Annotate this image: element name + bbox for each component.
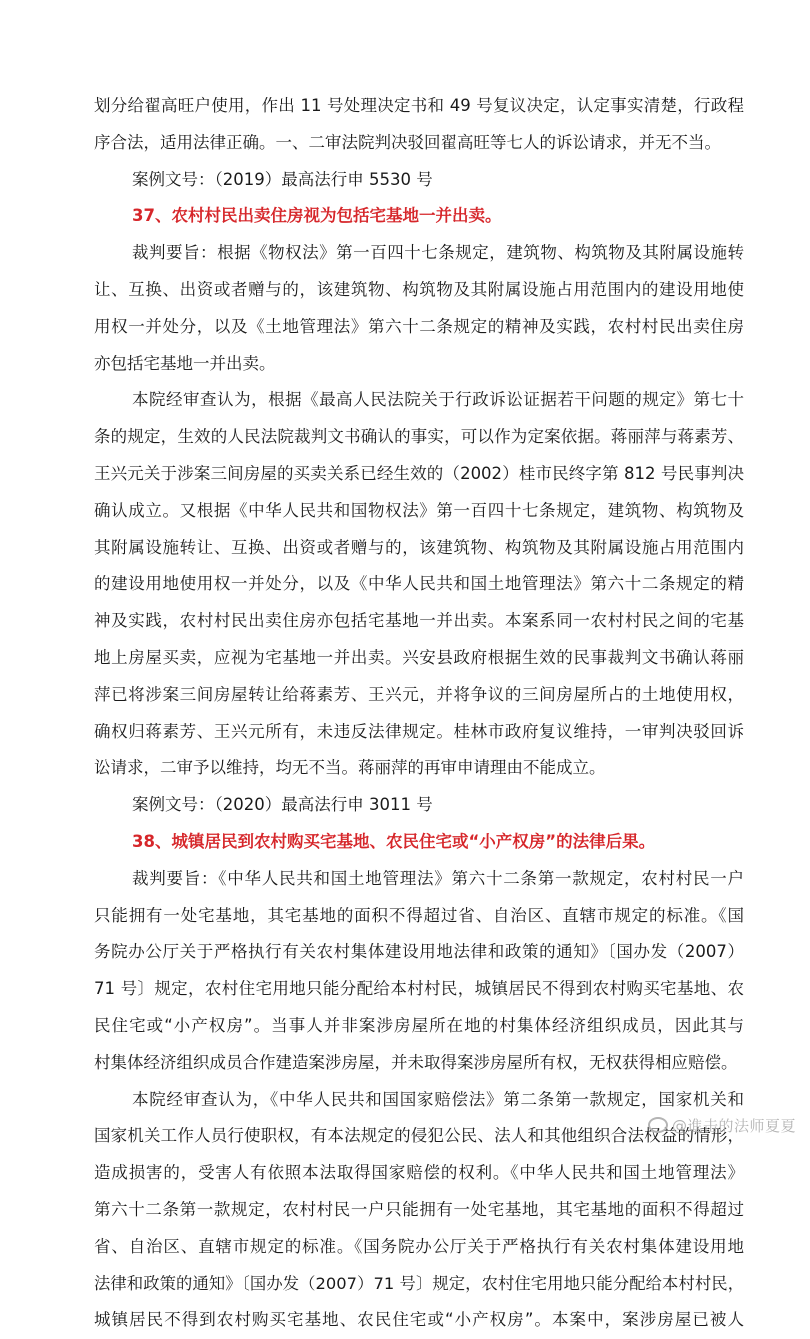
text-line: 其附属设施转让、互换、出资或者赠与的，该建筑物、构筑物及其附属设施占用范围内	[94, 537, 744, 557]
text-line: 神及实践，农村村民出卖住房亦包括宅基地一并出卖。本案系同一农村村民之间的宅基	[94, 611, 744, 631]
text-line: 确认成立。又根据《中华人民共和国物权法》第一百四十七条规定，建筑物、构筑物及	[94, 500, 744, 520]
text-line: 民住宅或“小产权房”。当事人并非案涉房屋所在地的村集体经济组织成员，因此其与	[94, 1015, 744, 1035]
text-line: 王兴元关于涉案三间房屋的买卖关系已经生效的（2002）桂市民终字第 812 号民事判决	[94, 463, 744, 483]
text-line: 萍已将涉案三间房屋转让给蒋素芳、王兴元，并将争议的三间房屋所占的土地使用权，	[94, 684, 744, 704]
text-line: 本院经审查认为，《中华人民共和国国家赔偿法》第二条第一款规定，国家机关和	[132, 1089, 744, 1109]
text-line: 务院办公厅关于严格执行有关农村集体建设用地法律和政策的通知》〔国办发（2007）	[94, 942, 744, 962]
text-line: 只能拥有一处宅基地，其宅基地的面积不得超过省、自治区、直辖市规定的标准。《国	[94, 905, 744, 925]
text-line: 城镇居民不得到农村购买宅基地、农民住宅或“小产权房”。本案中，案涉房屋已被人	[94, 1310, 744, 1330]
watermark-text: @進击的法师夏夏	[671, 1117, 796, 1135]
text-line: 让、互换、出资或者赠与的，该建筑物、构筑物及其附属设施占用范围内的建设用地使	[94, 279, 744, 299]
section-heading-37: 37、农村村民出卖住房视为包括宅基地一并出卖。	[132, 206, 502, 226]
text-line: 第六十二条第一款规定，农村村民一户只能拥有一处宅基地，其宅基地的面积不得超过	[94, 1199, 744, 1219]
case-number: 案例文号：（2019）最高法行申 5530 号	[132, 169, 433, 189]
text-line: 确权归蒋素芳、王兴元所有，未违反法律规定。桂林市政府复议维持，一审判决驳回诉	[94, 721, 744, 741]
text-line: 亦包括宅基地一并出卖。	[94, 353, 276, 373]
text-line: 村集体经济组织成员合作建造案涉房屋，并未取得案涉房屋所有权，无权获得相应赔偿。	[94, 1052, 738, 1072]
text-line: 裁判要旨：《中华人民共和国土地管理法》第六十二条第一款规定，农村村民一户	[132, 868, 744, 888]
weibo-eye-icon	[648, 1117, 668, 1133]
text-line: 序合法，适用法律正确。一、二审法院判决驳回翟高旺等七人的诉讼请求，并无不当。	[94, 132, 721, 152]
text-line: 裁判要旨：根据《物权法》第一百四十七条规定，建筑物、构筑物及其附属设施转	[132, 243, 744, 263]
text-line: 71 号〕规定，农村住宅用地只能分配给本村村民，城镇居民不得到农村购买宅基地、农	[94, 979, 744, 999]
section-heading-38: 38、城镇居民到农村购买宅基地、农民住宅或“小产权房”的法律后果。	[132, 831, 656, 851]
weibo-watermark	[648, 1115, 796, 1136]
text-line: 本院经审查认为，根据《最高人民法院关于行政诉讼证据若干问题的规定》第七十	[132, 390, 744, 410]
text-line: 省、自治区、直辖市规定的标准。《国务院办公厅关于严格执行有关农村集体建设用地	[94, 1236, 744, 1256]
case-number: 案例文号：（2020）最高法行申 3011 号	[132, 795, 433, 815]
text-line: 条的规定，生效的人民法院裁判文书确认的事实，可以作为定案依据。蒋丽萍与蒋素芳、	[94, 427, 744, 447]
text-line: 国家机关工作人员行使职权，有本法规定的侵犯公民、法人和其他组织合法权益的情形，	[94, 1126, 744, 1146]
text-line: 划分给翟高旺户使用，作出 11 号处理决定书和 49 号复议决定，认定事实清楚，行政程	[94, 96, 744, 115]
text-line: 地上房屋买卖，应视为宅基地一并出卖。兴安县政府根据生效的民事裁判文书确认蒋丽	[94, 647, 744, 667]
text-line: 的建设用地使用权一并处分，以及《中华人民共和国土地管理法》第六十二条规定的精	[94, 574, 744, 594]
text-line: 用权一并处分，以及《土地管理法》第六十二条规定的精神及实践，农村村民出卖住房	[94, 316, 744, 336]
text-line: 法律和政策的通知》〔国办发（2007）71 号〕规定，农村住宅用地只能分配给本村村民，	[94, 1273, 744, 1293]
text-line: 造成损害的，受害人有依照本法取得国家赔偿的权利。《中华人民共和国土地管理法》	[94, 1163, 744, 1183]
text-line: 讼请求，二审予以维持，均无不当。蒋丽萍的再审申请理由不能成立。	[94, 758, 606, 778]
